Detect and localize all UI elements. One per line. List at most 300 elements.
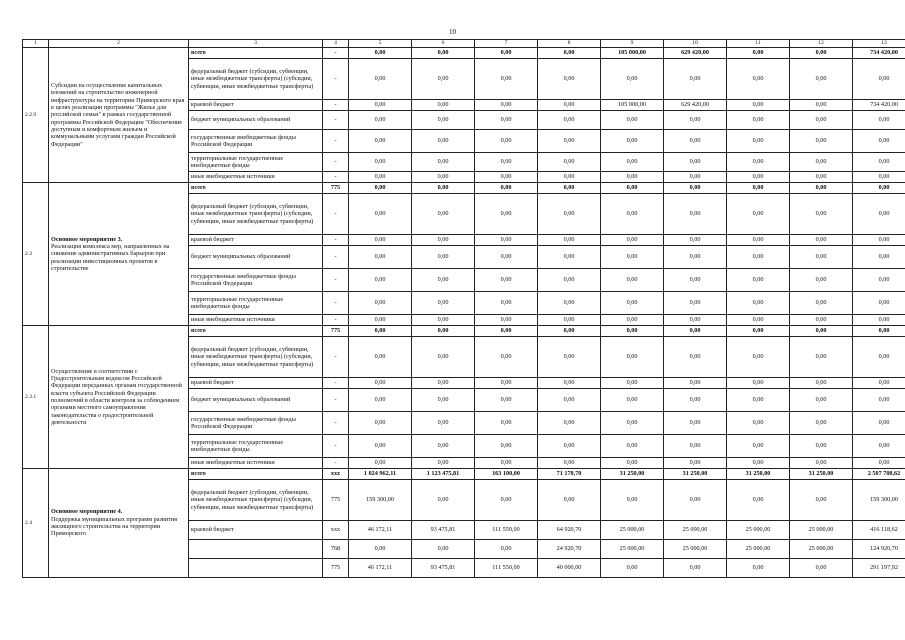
section-title-bold: Основное мероприятие 3. <box>51 235 123 243</box>
value-cell: 0,00 <box>412 153 475 172</box>
value-cell: 0,00 <box>664 59 727 100</box>
value-cell: 0,00 <box>538 246 601 269</box>
funding-source-label <box>189 559 323 578</box>
value-cell: 31 250,00 <box>790 469 853 480</box>
value-cell: 0,00 <box>664 412 727 435</box>
value-cell: 0,00 <box>727 235 790 246</box>
value-cell: 0,00 <box>664 559 727 578</box>
value-cell: 0,00 <box>790 235 853 246</box>
code-cell: - <box>323 235 349 246</box>
value-cell: 0,00 <box>727 130 790 153</box>
code-cell: xxx <box>323 521 349 540</box>
value-cell: 0,00 <box>538 183 601 194</box>
funding-source-label: краевой бюджет <box>189 521 323 540</box>
value-cell: 64 920,70 <box>538 521 601 540</box>
value-cell: 0,00 <box>475 412 538 435</box>
value-cell: 734 420,00 <box>853 48 905 59</box>
value-cell: 25 000,00 <box>727 540 790 559</box>
value-cell: 46 172,11 <box>349 521 412 540</box>
value-cell: 0,00 <box>475 59 538 100</box>
value-cell: 0,00 <box>475 292 538 315</box>
value-cell: 0,00 <box>538 130 601 153</box>
section-title-text: Осуществление в соответствии с Градостроительным кодексом Российской Федерации переданных органам государственной власти субъекта Российской Федерации полномочий в области контроля за соблюдением органами местного самоуправления законодательства о градостроительной деятельности <box>51 367 182 426</box>
value-cell: 0,00 <box>349 458 412 469</box>
value-cell: 0,00 <box>664 326 727 337</box>
column-number: 7 <box>475 40 538 48</box>
value-cell: 0,00 <box>412 315 475 326</box>
value-cell: 0,00 <box>727 458 790 469</box>
funding-source-label <box>189 540 323 559</box>
code-cell: 775 <box>323 559 349 578</box>
value-cell: 291 197,92 <box>853 559 905 578</box>
value-cell: 0,00 <box>790 246 853 269</box>
value-cell: 0,00 <box>727 172 790 183</box>
code-cell: - <box>323 337 349 378</box>
value-cell: 0,00 <box>349 389 412 412</box>
value-cell: 0,00 <box>412 378 475 389</box>
value-cell: 0,00 <box>727 389 790 412</box>
funding-source-label: федеральный бюджет (субсидии, субвенции, иные межбюджетные трансферты) (субсидии, субвенции, иные межбюджетные трансферты) <box>189 194 323 235</box>
value-cell: 0,00 <box>538 412 601 435</box>
section-title-text: Реализация комплекса мер, направленных на снижение административных барьеров при реализации инвестиционных проектов в строительстве <box>51 243 170 272</box>
section-code: 2.2.9 <box>23 48 49 183</box>
value-cell: 40 000,00 <box>538 559 601 578</box>
value-cell: 0,00 <box>790 480 853 521</box>
funding-source-label: всего <box>189 469 323 480</box>
value-cell: 46 172,11 <box>349 559 412 578</box>
value-cell: 0,00 <box>790 48 853 59</box>
value-cell: 0,00 <box>790 194 853 235</box>
value-cell: 0,00 <box>412 235 475 246</box>
value-cell: 0,00 <box>664 194 727 235</box>
funding-source-label: бюджет муниципальных образований <box>189 246 323 269</box>
value-cell: 0,00 <box>349 337 412 378</box>
funding-source-label: иные внебюджетные источники <box>189 315 323 326</box>
value-cell: 0,00 <box>853 269 905 292</box>
value-cell: 0,00 <box>349 269 412 292</box>
value-cell: 0,00 <box>727 48 790 59</box>
value-cell: 0,00 <box>349 540 412 559</box>
value-cell: 0,00 <box>601 315 664 326</box>
code-cell: - <box>323 111 349 130</box>
value-cell: 0,00 <box>475 172 538 183</box>
value-cell: 25 000,00 <box>790 540 853 559</box>
value-cell: 0,00 <box>601 559 664 578</box>
value-cell: 0,00 <box>601 111 664 130</box>
code-cell: - <box>323 389 349 412</box>
value-cell: 0,00 <box>727 412 790 435</box>
value-cell: 0,00 <box>790 111 853 130</box>
code-cell: - <box>323 130 349 153</box>
value-cell: 0,00 <box>412 269 475 292</box>
value-cell: 0,00 <box>412 292 475 315</box>
value-cell: 0,00 <box>412 389 475 412</box>
value-cell: 0,00 <box>538 194 601 235</box>
value-cell: 0,00 <box>664 246 727 269</box>
funding-source-label: всего <box>189 183 323 194</box>
funding-source-label: федеральный бюджет (субсидии, субвенции, иные межбюджетные трансферты) (субсидии, субвенции, иные межбюджетные трансферты) <box>189 337 323 378</box>
column-number: 9 <box>601 40 664 48</box>
value-cell: 629 420,00 <box>664 100 727 111</box>
value-cell: 24 920,70 <box>538 540 601 559</box>
value-cell: 0,00 <box>790 389 853 412</box>
value-cell: 0,00 <box>727 378 790 389</box>
value-cell: 25 000,00 <box>790 521 853 540</box>
value-cell: 111 550,00 <box>475 521 538 540</box>
column-number: 2 <box>49 40 189 48</box>
value-cell: 0,00 <box>790 153 853 172</box>
value-cell: 0,00 <box>349 378 412 389</box>
value-cell: 159 300,00 <box>349 480 412 521</box>
value-cell: 0,00 <box>664 183 727 194</box>
value-cell: 0,00 <box>538 153 601 172</box>
table-row <box>23 183 905 194</box>
value-cell: 0,00 <box>412 172 475 183</box>
value-cell: 0,00 <box>727 480 790 521</box>
value-cell: 0,00 <box>790 172 853 183</box>
budget-table <box>22 39 905 578</box>
value-cell: 0,00 <box>790 59 853 100</box>
value-cell: 0,00 <box>538 337 601 378</box>
value-cell: 0,00 <box>601 480 664 521</box>
value-cell: 0,00 <box>349 412 412 435</box>
value-cell: 0,00 <box>412 48 475 59</box>
funding-source-label: государственные внебюджетные фонды Российской Федерации <box>189 412 323 435</box>
value-cell: 0,00 <box>412 540 475 559</box>
value-cell: 0,00 <box>349 435 412 458</box>
funding-source-label: краевой бюджет <box>189 100 323 111</box>
value-cell: 1 123 475,81 <box>412 469 475 480</box>
value-cell: 0,00 <box>727 292 790 315</box>
value-cell: 0,00 <box>601 337 664 378</box>
column-number: 11 <box>727 40 790 48</box>
value-cell: 0,00 <box>853 130 905 153</box>
value-cell: 0,00 <box>853 235 905 246</box>
funding-source-label: государственные внебюджетные фонды Российской Федерации <box>189 269 323 292</box>
section-title-text: Субсидии на осуществление капитальных вложений на строительство инженерной инфраструктуры на территории Приморского края в целях реализации программы "Жилье для российской семьи" в рамках государственной программы Российской Федерации "Обеспечение доступным и комфортным жильем и коммунальными услугами граждан Российской Федерации" <box>51 82 185 148</box>
code-cell: - <box>323 292 349 315</box>
value-cell: 0,00 <box>664 389 727 412</box>
value-cell: 0,00 <box>790 130 853 153</box>
value-cell: 0,00 <box>538 100 601 111</box>
value-cell: 31 250,00 <box>601 469 664 480</box>
value-cell: 0,00 <box>538 315 601 326</box>
value-cell: 0,00 <box>475 153 538 172</box>
value-cell: 0,00 <box>853 412 905 435</box>
value-cell: 0,00 <box>412 194 475 235</box>
value-cell: 0,00 <box>475 435 538 458</box>
value-cell: 105 000,00 <box>601 100 664 111</box>
value-cell: 0,00 <box>601 326 664 337</box>
value-cell: 629 420,00 <box>664 48 727 59</box>
value-cell: 0,00 <box>475 100 538 111</box>
value-cell: 93 475,81 <box>412 521 475 540</box>
table-row <box>23 326 905 337</box>
code-cell: - <box>323 435 349 458</box>
value-cell: 0,00 <box>790 337 853 378</box>
value-cell: 0,00 <box>664 480 727 521</box>
value-cell: 0,00 <box>412 412 475 435</box>
value-cell: 0,00 <box>664 458 727 469</box>
code-cell: - <box>323 100 349 111</box>
value-cell: 0,00 <box>538 458 601 469</box>
value-cell: 0,00 <box>601 269 664 292</box>
value-cell: 0,00 <box>853 389 905 412</box>
column-number: 10 <box>664 40 727 48</box>
value-cell: 159 300,00 <box>853 480 905 521</box>
section-title <box>49 183 189 326</box>
value-cell: 25 000,00 <box>664 540 727 559</box>
value-cell: 0,00 <box>475 480 538 521</box>
value-cell: 0,00 <box>538 48 601 59</box>
value-cell: 0,00 <box>601 172 664 183</box>
code-cell: - <box>323 194 349 235</box>
value-cell: 0,00 <box>727 153 790 172</box>
value-cell: 0,00 <box>412 435 475 458</box>
value-cell: 0,00 <box>601 458 664 469</box>
value-cell: 0,00 <box>475 130 538 153</box>
section-title <box>49 48 189 183</box>
code-cell: 775 <box>323 183 349 194</box>
value-cell: 0,00 <box>664 111 727 130</box>
funding-source-label: федеральный бюджет (субсидии, субвенции, иные межбюджетные трансферты) (субсидии, субвенции, иные межбюджетные трансферты) <box>189 480 323 521</box>
value-cell: 0,00 <box>538 111 601 130</box>
value-cell: 0,00 <box>349 194 412 235</box>
value-cell: 0,00 <box>790 269 853 292</box>
value-cell: 0,00 <box>727 59 790 100</box>
value-cell: 0,00 <box>664 378 727 389</box>
value-cell: 0,00 <box>727 111 790 130</box>
value-cell: 0,00 <box>538 326 601 337</box>
value-cell: 0,00 <box>790 559 853 578</box>
value-cell: 163 100,00 <box>475 469 538 480</box>
value-cell: 0,00 <box>412 100 475 111</box>
value-cell: 0,00 <box>664 337 727 378</box>
value-cell: 0,00 <box>727 194 790 235</box>
section-code: 2.4 <box>23 469 49 578</box>
section-title <box>49 326 189 469</box>
funding-source-label: всего <box>189 326 323 337</box>
value-cell: 0,00 <box>664 235 727 246</box>
code-cell: 775 <box>323 326 349 337</box>
value-cell: 0,00 <box>538 435 601 458</box>
value-cell: 0,00 <box>412 111 475 130</box>
value-cell: 734 420,00 <box>853 100 905 111</box>
value-cell: 0,00 <box>475 269 538 292</box>
funding-source-label: иные внебюджетные источники <box>189 172 323 183</box>
value-cell: 0,00 <box>853 337 905 378</box>
value-cell: 0,00 <box>475 337 538 378</box>
funding-source-label: краевой бюджет <box>189 235 323 246</box>
value-cell: 0,00 <box>349 111 412 130</box>
code-cell: - <box>323 458 349 469</box>
value-cell: 0,00 <box>727 246 790 269</box>
code-cell: - <box>323 48 349 59</box>
column-number: 6 <box>412 40 475 48</box>
value-cell: 124 920,70 <box>853 540 905 559</box>
value-cell: 0,00 <box>349 59 412 100</box>
code-cell: - <box>323 412 349 435</box>
value-cell: 0,00 <box>475 315 538 326</box>
value-cell: 0,00 <box>853 172 905 183</box>
code-cell: 775 <box>323 480 349 521</box>
column-number: 1 <box>23 40 49 48</box>
value-cell: 0,00 <box>601 153 664 172</box>
value-cell: 0,00 <box>664 269 727 292</box>
value-cell: 0,00 <box>349 130 412 153</box>
value-cell: 0,00 <box>853 59 905 100</box>
value-cell: 0,00 <box>412 337 475 378</box>
column-number: 13 <box>853 40 905 48</box>
value-cell: 2 507 708,62 <box>853 469 905 480</box>
value-cell: 0,00 <box>853 292 905 315</box>
value-cell: 0,00 <box>475 246 538 269</box>
value-cell: 0,00 <box>727 315 790 326</box>
value-cell: 0,00 <box>601 130 664 153</box>
value-cell: 0,00 <box>601 59 664 100</box>
code-cell: - <box>323 378 349 389</box>
value-cell: 0,00 <box>601 183 664 194</box>
value-cell: 25 000,00 <box>601 540 664 559</box>
value-cell: 0,00 <box>538 389 601 412</box>
funding-source-label: иные внебюджетные источники <box>189 458 323 469</box>
value-cell: 0,00 <box>601 235 664 246</box>
value-cell: 0,00 <box>790 458 853 469</box>
value-cell: 0,00 <box>538 269 601 292</box>
value-cell: 71 170,70 <box>538 469 601 480</box>
value-cell: 0,00 <box>601 194 664 235</box>
value-cell: 0,00 <box>664 153 727 172</box>
value-cell: 0,00 <box>790 315 853 326</box>
code-cell: - <box>323 315 349 326</box>
value-cell: 0,00 <box>790 412 853 435</box>
value-cell: 0,00 <box>664 292 727 315</box>
value-cell: 0,00 <box>412 480 475 521</box>
value-cell: 25 000,00 <box>601 521 664 540</box>
table-row <box>23 469 905 480</box>
value-cell: 0,00 <box>475 48 538 59</box>
value-cell: 0,00 <box>664 435 727 458</box>
value-cell: 0,00 <box>853 315 905 326</box>
value-cell: 0,00 <box>790 326 853 337</box>
section-title-bold: Основное мероприятие 4. <box>51 508 123 516</box>
value-cell: 0,00 <box>727 269 790 292</box>
value-cell: 1 024 962,11 <box>349 469 412 480</box>
value-cell: 0,00 <box>475 458 538 469</box>
code-cell: - <box>323 153 349 172</box>
section-code: 2.3.1 <box>23 326 49 469</box>
section-title <box>49 469 189 578</box>
value-cell: 0,00 <box>538 480 601 521</box>
funding-source-label: всего <box>189 48 323 59</box>
column-number-row <box>23 40 905 48</box>
funding-source-label: краевой бюджет <box>189 378 323 389</box>
value-cell: 0,00 <box>349 315 412 326</box>
value-cell: 0,00 <box>727 100 790 111</box>
value-cell: 0,00 <box>790 183 853 194</box>
value-cell: 0,00 <box>412 130 475 153</box>
value-cell: 0,00 <box>601 435 664 458</box>
value-cell: 0,00 <box>412 246 475 269</box>
page-number: 10 <box>449 28 456 36</box>
value-cell: 0,00 <box>601 292 664 315</box>
funding-source-label: территориальные государственные внебюджетные фонды <box>189 435 323 458</box>
code-cell: 768 <box>323 540 349 559</box>
value-cell: 0,00 <box>538 378 601 389</box>
code-cell: - <box>323 246 349 269</box>
value-cell: 0,00 <box>853 183 905 194</box>
value-cell: 0,00 <box>538 235 601 246</box>
value-cell: 0,00 <box>727 183 790 194</box>
value-cell: 0,00 <box>790 292 853 315</box>
value-cell: 0,00 <box>412 326 475 337</box>
column-number: 12 <box>790 40 853 48</box>
value-cell: 416 118,62 <box>853 521 905 540</box>
value-cell: 0,00 <box>475 183 538 194</box>
value-cell: 0,00 <box>538 172 601 183</box>
value-cell: 105 000,00 <box>601 48 664 59</box>
column-number: 4 <box>323 40 349 48</box>
value-cell: 0,00 <box>475 235 538 246</box>
value-cell: 0,00 <box>412 59 475 100</box>
code-cell: xxx <box>323 469 349 480</box>
value-cell: 0,00 <box>538 59 601 100</box>
value-cell: 0,00 <box>349 183 412 194</box>
funding-source-label: государственные внебюджетные фонды Российской Федерации <box>189 130 323 153</box>
value-cell: 0,00 <box>853 246 905 269</box>
value-cell: 0,00 <box>475 540 538 559</box>
column-number: 5 <box>349 40 412 48</box>
value-cell: 25 000,00 <box>664 521 727 540</box>
value-cell: 0,00 <box>349 235 412 246</box>
value-cell: 111 550,00 <box>475 559 538 578</box>
value-cell: 0,00 <box>853 435 905 458</box>
value-cell: 25 000,00 <box>727 521 790 540</box>
value-cell: 0,00 <box>727 435 790 458</box>
value-cell: 0,00 <box>349 326 412 337</box>
value-cell: 0,00 <box>664 315 727 326</box>
funding-source-label: бюджет муниципальных образований <box>189 389 323 412</box>
value-cell: 31 250,00 <box>727 469 790 480</box>
funding-source-label: федеральный бюджет (субсидии, субвенции, иные межбюджетные трансферты) (субсидии, субвенции, иные межбюджетные трансферты) <box>189 59 323 100</box>
value-cell: 0,00 <box>727 326 790 337</box>
value-cell: 0,00 <box>790 435 853 458</box>
funding-source-label: территориальные государственные внебюджетные фонды <box>189 292 323 315</box>
value-cell: 0,00 <box>475 326 538 337</box>
value-cell: 0,00 <box>664 172 727 183</box>
value-cell: 0,00 <box>538 292 601 315</box>
value-cell: 0,00 <box>475 378 538 389</box>
value-cell: 0,00 <box>853 458 905 469</box>
value-cell: 31 250,00 <box>664 469 727 480</box>
column-number: 8 <box>538 40 601 48</box>
value-cell: 0,00 <box>349 246 412 269</box>
column-number: 3 <box>189 40 323 48</box>
value-cell: 0,00 <box>853 194 905 235</box>
value-cell: 0,00 <box>601 412 664 435</box>
code-cell: - <box>323 172 349 183</box>
value-cell: 0,00 <box>601 378 664 389</box>
value-cell: 0,00 <box>853 378 905 389</box>
value-cell: 0,00 <box>853 153 905 172</box>
section-title-text: Поддержка муниципальных программ развития жилищного строительства на территории Приморского <box>51 515 178 538</box>
value-cell: 0,00 <box>790 100 853 111</box>
value-cell: 0,00 <box>349 292 412 315</box>
value-cell: 0,00 <box>727 559 790 578</box>
section-code: 2.3 <box>23 183 49 326</box>
table-row <box>23 48 905 59</box>
value-cell: 0,00 <box>412 183 475 194</box>
